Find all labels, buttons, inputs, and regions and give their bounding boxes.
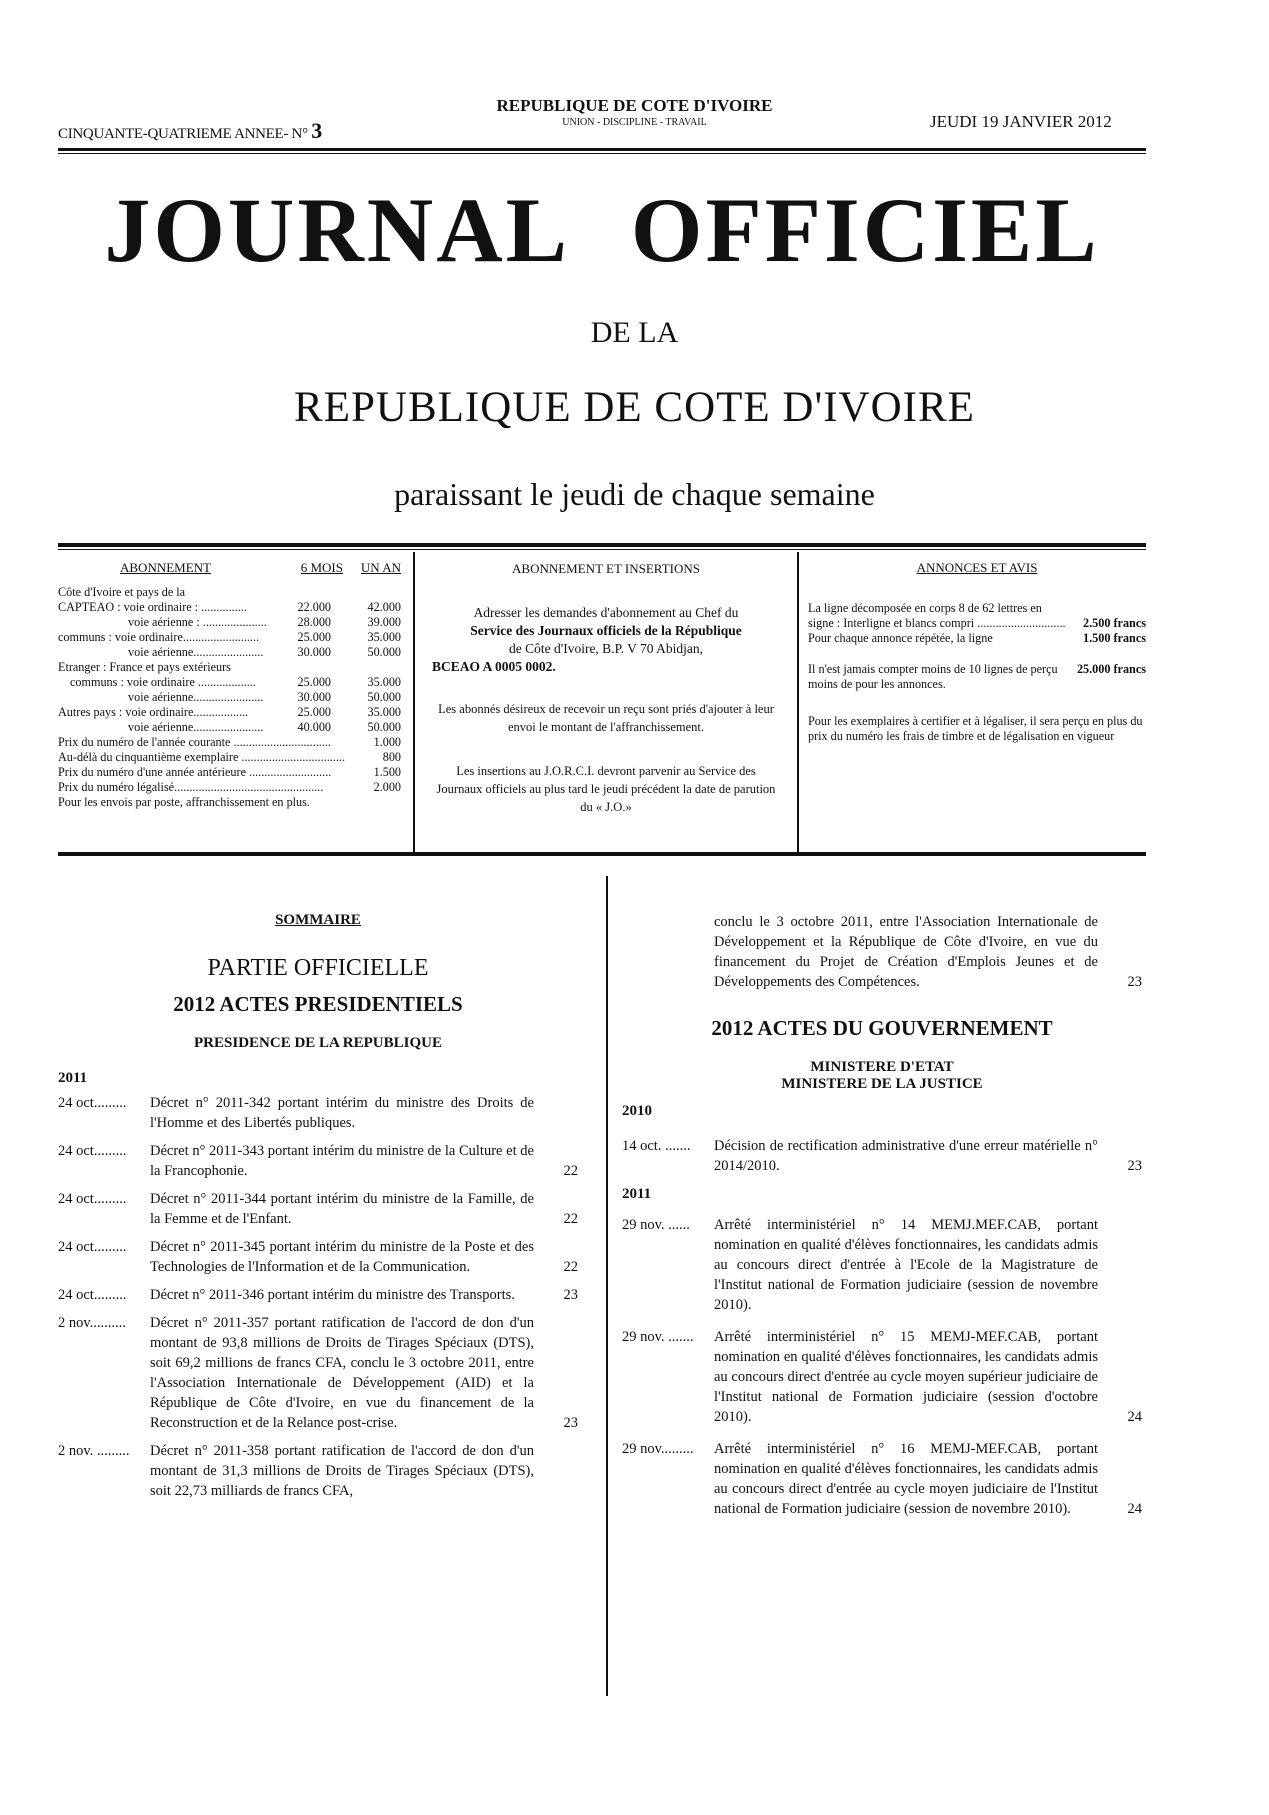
toc-entry	[58, 1237, 578, 1277]
infobox-divider-1	[413, 552, 415, 852]
tarif-6mois: 30.000	[297, 645, 331, 659]
single-price-label: Au-délà du cinquantième exemplaire ..................................	[58, 750, 346, 764]
single-price-row	[58, 765, 401, 780]
tarif-label: voie aérienne.......................	[128, 690, 264, 704]
single-price-value: 2.000	[373, 780, 401, 794]
tarif-label: CAPTEAO : voie ordinaire : ...............	[58, 600, 247, 614]
toc-page: 23	[563, 1415, 578, 1431]
tarif-6mois: 25.000	[297, 705, 331, 719]
toc-text: Décret n° 2011-346 portant intérim du ministre des Transports.	[150, 1287, 515, 1303]
single-price-value: 800	[382, 750, 401, 764]
insertions-p1-b: Service des Journaux officiels de la République	[470, 623, 742, 638]
tarif-1an: 50.000	[367, 720, 401, 734]
continuation-spacer	[622, 912, 714, 992]
toc-date: 24 oct.........	[58, 1287, 127, 1303]
single-price-label: Prix du numéro de l'année courante ................................	[58, 735, 331, 749]
toc-text: Décret n° 2011-358 portant ratification de l'accord de don d'un montant de 31,3 millions de Droits de Tirages Spéciaux (DTS), soit 22,73 milliards de francs CFA,	[150, 1443, 534, 1499]
tarif-1an: 50.000	[367, 690, 401, 704]
toc-text: Arrêté interministériel n° 14 MEMJ.MEF.CAB, portant nomination en qualité d'élèves fonctionnaires, les candidats admis au concours direct d'entrée à l'Ecole de la Magistrature de l'Institut national de Formation judiciaire (session de novembre 2010).	[714, 1217, 1098, 1313]
toc-date: 24 oct.........	[58, 1143, 127, 1159]
toc-page: 24	[1127, 1501, 1142, 1517]
tarif-1an: 42.000	[367, 600, 401, 614]
infobox-divider-2	[797, 552, 799, 852]
tarif-row	[58, 705, 401, 720]
tarif-row	[58, 690, 401, 705]
partie-officielle-heading: PARTIE OFFICIELLE	[207, 955, 429, 981]
insertions-header: ABONNEMENT ET INSERTIONS	[512, 561, 700, 576]
tarif-row	[58, 720, 401, 735]
entry-2010	[622, 1136, 1142, 1176]
single-price-row	[58, 780, 401, 795]
un-an-header: UN AN	[360, 560, 401, 575]
toc-entry	[58, 1441, 578, 1501]
republic-name: REPUBLIQUE DE COTE D'IVOIRE	[294, 384, 975, 431]
annonce-line-2	[808, 631, 1146, 646]
tarif-rows	[58, 600, 401, 735]
tarif-1an: 35.000	[367, 675, 401, 689]
tarif-1an: 35.000	[367, 630, 401, 644]
tarif-row	[58, 630, 401, 645]
infobox-top-rule	[58, 543, 1146, 547]
toc-text: Décret n° 2011-342 portant intérim du ministre des Droits de l'Homme et des Libertés publiques.	[150, 1095, 534, 1131]
motto: UNION - DISCIPLINE - TRAVAIL	[562, 117, 707, 128]
toc-page: 22	[563, 1259, 578, 1275]
toc-date: 29 nov. .......	[622, 1329, 694, 1345]
toc-page: 23	[563, 1287, 578, 1303]
six-mois-header: 6 MOIS	[300, 560, 343, 575]
insertions-p1-c: de Côte d'Ivoire, B.P. V 70 Abidjan,	[509, 641, 703, 656]
insertions-p1	[432, 604, 780, 676]
year-2010: 2010	[622, 1103, 652, 1119]
tarif-6mois: 30.000	[297, 690, 331, 704]
annonce-line-2-text: Pour chaque annonce répétée, la ligne	[808, 631, 993, 645]
insertions-p2: Les abonnés désireux de recevoir un reçu sont priés d'ajouter à leur envoi le montant de l'affranchissement.	[438, 702, 774, 734]
year-2011-left: 2011	[58, 1070, 88, 1086]
right-column	[622, 912, 1142, 1531]
tarif-label: voie aérienne : .....................	[128, 615, 267, 629]
tarif-row	[58, 660, 401, 675]
issue-date: JEUDI 19 JANVIER 2012	[930, 112, 1112, 131]
tagline: paraissant le jeudi de chaque semaine	[394, 476, 875, 512]
subscription-intro: Côte d'Ivoire et pays de la	[58, 585, 186, 599]
tarif-6mois: 28.000	[297, 615, 331, 629]
toc-date: 24 oct.........	[58, 1239, 127, 1255]
toc-entry	[58, 1093, 578, 1133]
toc-date: 29 nov.........	[622, 1441, 694, 1457]
single-price-value: 1.000	[373, 735, 401, 749]
tarif-row	[58, 615, 401, 630]
body-column-divider	[606, 876, 608, 1696]
ministere-etat-heading: MINISTERE D'ETAT	[810, 1059, 954, 1075]
tarif-row	[58, 675, 401, 690]
insertions-column	[432, 560, 780, 816]
insertions-p3: Les insertions au J.O.R.C.I. devront parvenir au Service des Journaux officiels au plus tard le jeudi précédent la date de parution du « J.O.»	[436, 764, 776, 814]
entry-2010-date: 14 oct. .......	[622, 1138, 691, 1154]
toc-text: Décret n° 2011-344 portant intérim du ministre de la Famille, de la Femme et de l'Enfant.	[150, 1191, 534, 1227]
entry-2010-page: 23	[1127, 1158, 1142, 1174]
annonce-price-1: 2.500 francs	[1083, 616, 1146, 630]
toc-entry	[622, 1439, 1142, 1519]
toc-entry	[58, 1285, 578, 1305]
right-entries	[622, 1215, 1142, 1519]
single-prices	[58, 735, 401, 795]
header-rule-thin	[58, 153, 1146, 154]
single-price-label: Prix du numéro légalisé.................................................	[58, 780, 324, 794]
tarif-1an: 35.000	[367, 705, 401, 719]
journal-title: JOURNAL OFFICIEL	[104, 179, 1100, 281]
toc-page: 22	[563, 1163, 578, 1179]
continuation-page: 23	[1127, 974, 1142, 990]
tarif-row	[58, 645, 401, 660]
toc-text: Décret n° 2011-357 portant ratification de l'accord de don d'un montant de 93,8 millions de Droits de Tirages Spéciaux (DTS), soit 69,2 millions de francs CFA, conclu le 3 octobre 2011, entre l'Association Internationale de Développement (AID) et la République de Côte d'Ivoire, en vue du financement de la Reconstruction et de la Relance post-crise.	[150, 1315, 534, 1431]
insertions-p1-a: Adresser les demandes d'abonnement au Chef du	[473, 605, 739, 620]
tarif-1an	[331, 660, 401, 675]
toc-entry	[58, 1141, 578, 1181]
toc-date: 24 oct.........	[58, 1095, 127, 1111]
actes-presidentiels-heading: 2012 ACTES PRESIDENTIELS	[173, 992, 463, 1016]
header-rule	[58, 148, 1146, 151]
tarif-6mois	[289, 660, 331, 675]
annonce-line-3	[808, 662, 1146, 692]
tarif-label: Autres pays : voie ordinaire..................	[58, 705, 249, 719]
single-price-row	[58, 735, 401, 750]
de-la: DE LA	[590, 316, 679, 349]
postal-note: Pour les envois par poste, affranchissement en plus.	[58, 795, 310, 809]
toc-entry	[58, 1189, 578, 1229]
tarif-6mois: 22.000	[297, 600, 331, 614]
annonce-line-3-text: Il n'est jamais compter moins de 10 lignes de perçu moins de pour les annonces.	[808, 662, 1058, 691]
toc-text: Arrêté interministériel n° 15 MEMJ-MEF.CAB, portant nomination en qualité d'élèves fonctionnaires, les candidats admis au concours direct d'entrée au cycle moyen supérieur judiciaire de l'Institut national de Formation judiciaire (session d'octobre 2010).	[714, 1329, 1098, 1425]
single-price-label: Prix du numéro d'une année antérieure ...........................	[58, 765, 332, 779]
tarif-label: communs : voie ordinaire ...................	[70, 675, 256, 689]
tarif-label: voie aérienne.......................	[128, 645, 264, 659]
toc-entry	[622, 1215, 1142, 1315]
annonce-price-3: 25.000 francs	[1076, 662, 1146, 676]
toc-text: Arrêté interministériel n° 16 MEMJ-MEF.CAB, portant nomination en qualité d'élèves fonctionnaires, les candidats admis au concours direct d'entrée au cycle moyen judiciaire de l'Institut national de Formation judiciaire (session de novembre 2010).	[714, 1441, 1098, 1517]
toc-page: 22	[563, 1211, 578, 1227]
single-price-value: 1.500	[373, 765, 401, 779]
tarif-6mois: 40.000	[297, 720, 331, 734]
toc-text: Décret n° 2011-343 portant intérim du ministre de la Culture et de la Francophonie.	[150, 1143, 534, 1179]
continuation-entry	[622, 912, 1142, 992]
abonnement-header: ABONNEMENT	[120, 560, 211, 575]
toc-page: 24	[1127, 1409, 1142, 1425]
left-column	[58, 912, 578, 1509]
toc-date: 2 nov. .........	[58, 1443, 130, 1459]
tarif-6mois: 25.000	[297, 630, 331, 644]
subscriptions-column	[58, 560, 401, 810]
annonces-column	[808, 560, 1146, 744]
annonces-header: ANNONCES ET AVIS	[916, 560, 1038, 575]
left-entries	[58, 1093, 578, 1501]
infobox-bottom-rule	[58, 852, 1146, 856]
country-top: REPUBLIQUE DE COTE D'IVOIRE	[496, 96, 773, 115]
toc-text: Décret n° 2011-345 portant intérim du ministre de la Poste et des Technologies de l'Information et de la Communication.	[150, 1239, 534, 1275]
actes-gouvernement-heading: 2012 ACTES DU GOUVERNEMENT	[711, 1016, 1053, 1040]
infobox-top-rule-thin	[58, 549, 1146, 550]
tarif-row	[58, 600, 401, 615]
tarif-label: voie aérienne.......................	[128, 720, 264, 734]
annonce-line-1-text: La ligne décomposée en corps 8 de 62 lettres en signe : Interligne et blancs compri .............................	[808, 601, 1066, 630]
toc-entry	[622, 1327, 1142, 1427]
issue-number: 3	[311, 118, 322, 143]
tarif-1an: 50.000	[367, 645, 401, 659]
single-price-row	[58, 750, 401, 765]
continuation-text: conclu le 3 octobre 2011, entre l'Association Internationale de Développement et la République de Côte d'Ivoire, en vue du financement du Projet de Création d'Emplois Jeunes et de Développements des Compétences.	[714, 914, 1098, 990]
tarif-label: Etranger : France et pays extérieurs	[58, 660, 231, 674]
toc-date: 29 nov. ......	[622, 1217, 690, 1233]
toc-date: 2 nov..........	[58, 1315, 126, 1331]
annonce-line-4: Pour les exemplaires à certifier et à légaliser, il sera perçu en plus du prix du numéro les frais de timbre et de légalisation en vigueur	[808, 714, 1143, 743]
year-label: CINQUANTE-QUATRIEME ANNEE- N°	[58, 126, 308, 142]
toc-date: 24 oct.........	[58, 1191, 127, 1207]
tarif-label: communs : voie ordinaire.........................	[58, 630, 260, 644]
insertions-p1-d: BCEAO A 0005 0002.	[432, 659, 556, 674]
sommaire-heading: SOMMAIRE	[275, 912, 361, 928]
tarif-6mois: 25.000	[297, 675, 331, 689]
toc-entry	[58, 1313, 578, 1433]
annonce-line-1	[808, 601, 1146, 631]
annonce-price-2: 1.500 francs	[1083, 631, 1146, 645]
entry-2010-text: Décision de rectification administrative d'une erreur matérielle n° 2014/2010.	[714, 1138, 1098, 1174]
presidence-heading: PRESIDENCE DE LA REPUBLIQUE	[194, 1035, 442, 1051]
ministere-justice-heading: MINISTERE DE LA JUSTICE	[781, 1076, 983, 1092]
year-2011-right: 2011	[622, 1186, 652, 1202]
tarif-1an: 39.000	[367, 615, 401, 629]
